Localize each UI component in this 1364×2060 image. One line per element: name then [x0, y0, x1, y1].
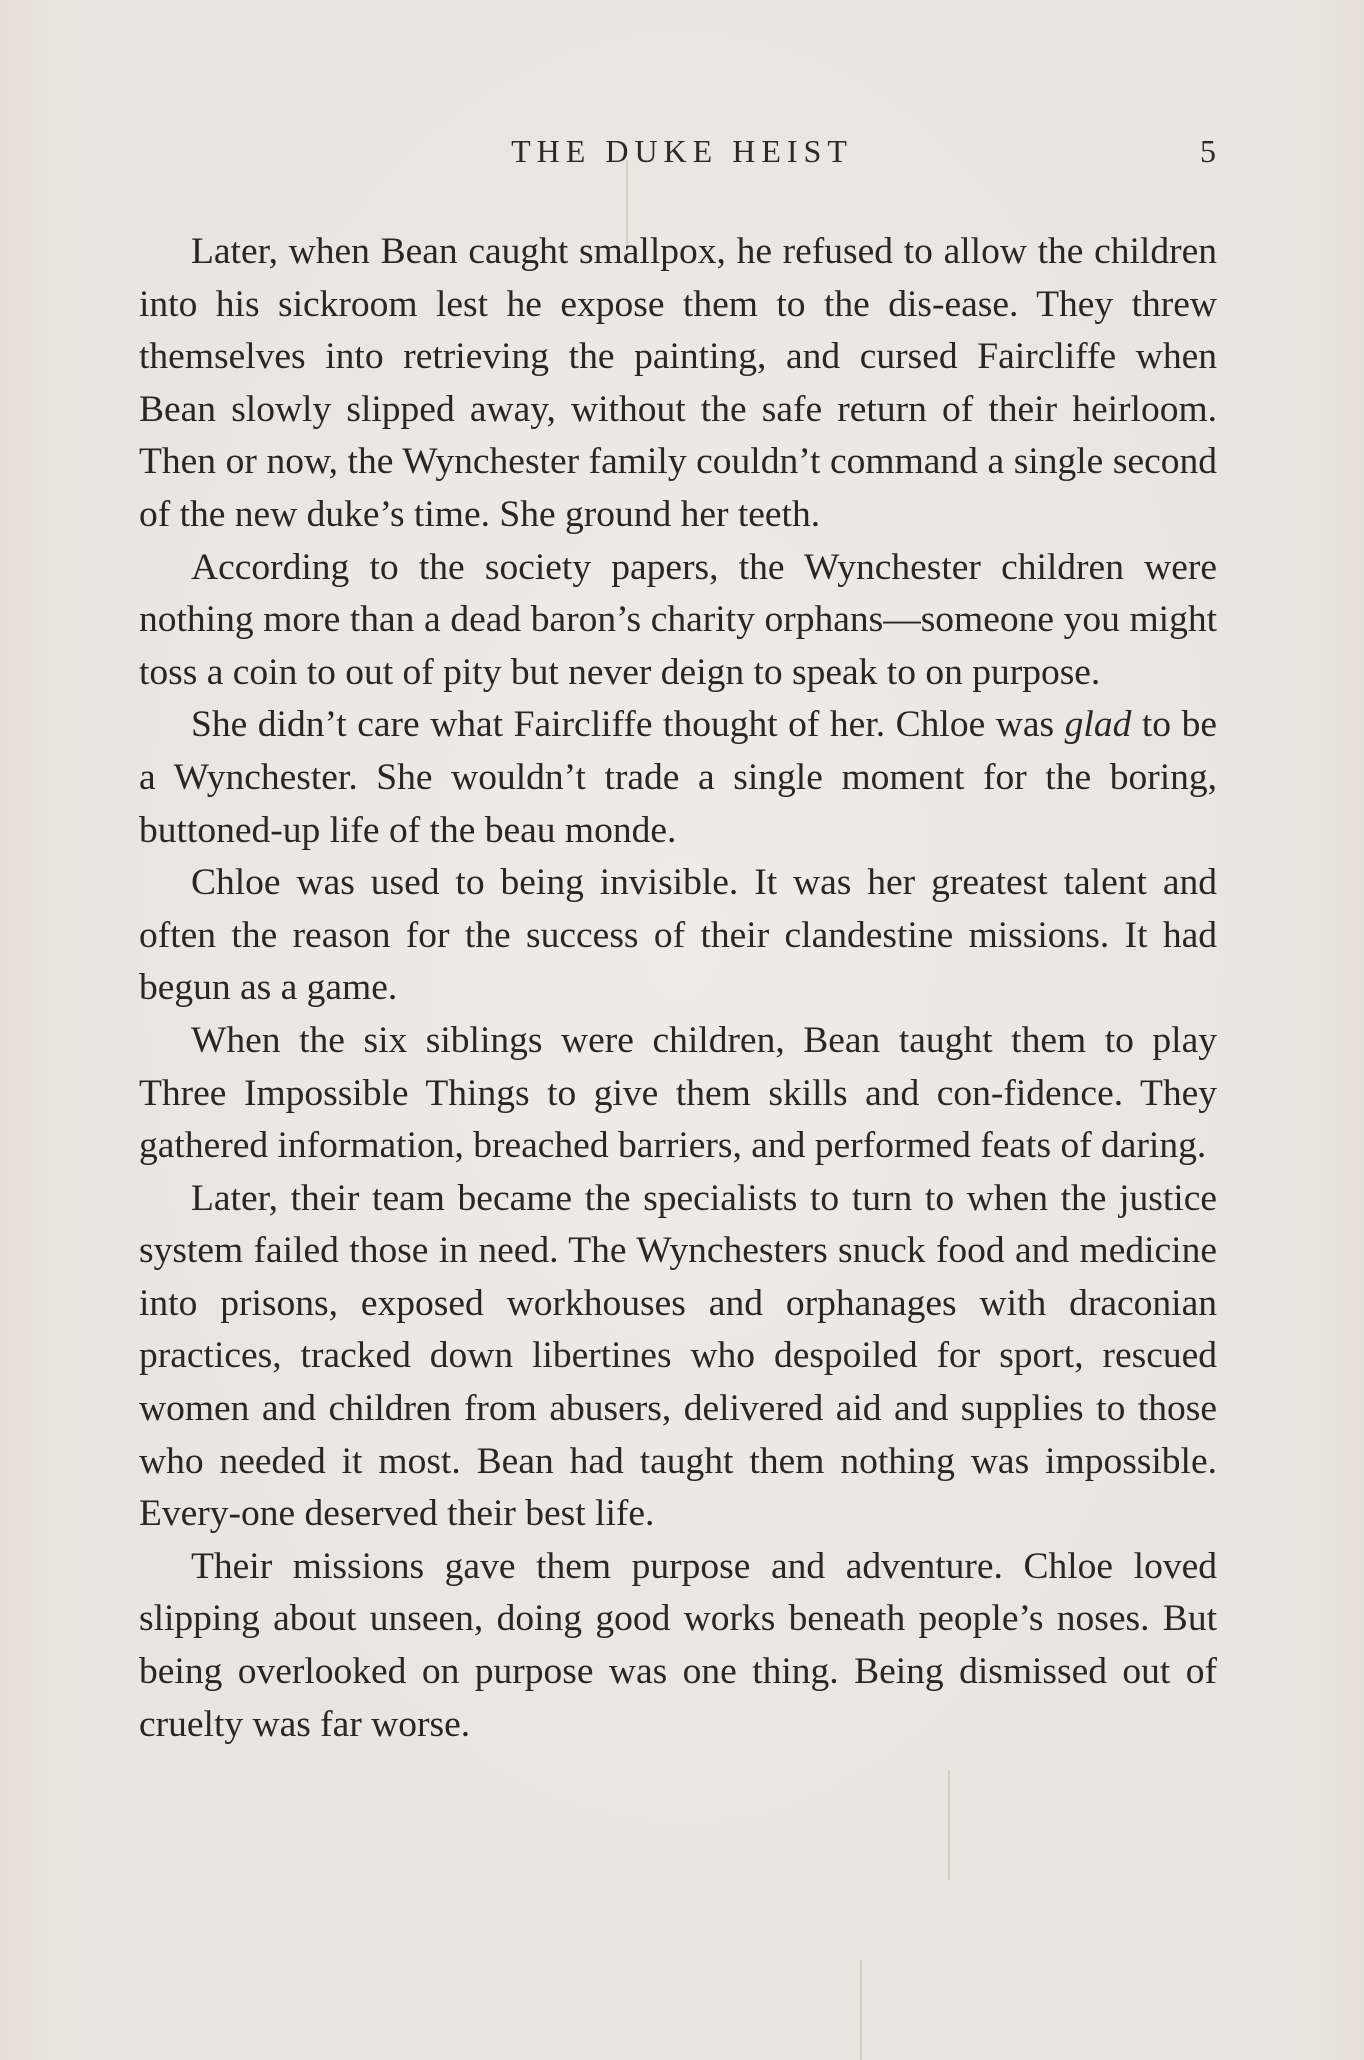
- paragraph: Later, when Bean caught smallpox, he refused to allow the children into his sickroom lest he expose them to the dis-ease. They threw themselves into retrieving the painting, and cursed Faircliffe when Bean slowly slipped away, without the safe return of their heirloom. Then or now, the Wynchester family couldn’t command a single second of the new duke’s time. She ground her teeth.: [139, 231, 1217, 535]
- paragraph: Later, their team became the specialists to turn to when the justice system failed those in need. The Wynchesters snuck food and medicine into prisons, exposed workhouses and orphanages with draconian practices, tracked down libertines who despoiled for sport, rescued women and children from abusers, delivered aid and supplies to those who needed it most. Bean had taught them nothing was impossible. Every-one deserved their best life.: [139, 1177, 1217, 1535]
- book-title: THE DUKE HEIST: [511, 133, 853, 169]
- paragraph-text: to be a Wynchester. She wouldn’t trade a single moment for the boring, buttoned-up life of the beau monde.: [139, 704, 1217, 851]
- page-crease-mark: [948, 1770, 950, 1880]
- body-text: [139, 226, 1217, 1751]
- running-head: [0, 126, 1364, 176]
- paragraph: [139, 699, 1217, 857]
- emphasized-word: glad: [1064, 704, 1132, 746]
- paragraph: When the six siblings were children, Bean taught them to play Three Impossible Things to give them skills and con-fidence. They gathered information, breached barriers, and performed feats of daring.: [139, 1019, 1217, 1167]
- paragraph-text: She didn’t care what Faircliffe thought of her. Chloe was: [191, 704, 1065, 746]
- paragraph: Chloe was used to being invisible. It was her greatest talent and often the reason for the success of their clandestine missions. It had begun as a game.: [139, 862, 1217, 1009]
- paragraph: Their missions gave them purpose and adventure. Chloe loved slipping about unseen, doing good works beneath people’s noses. But being overlooked on purpose was one thing. Being dismissed out of cruelty was far worse.: [139, 1545, 1217, 1745]
- paragraph: According to the society papers, the Wynchester children were nothing more than a dead baron’s charity orphans—someone you might toss a coin to out of pity but never deign to speak to on purpose.: [139, 546, 1217, 693]
- page-crease-mark: [860, 1960, 862, 2060]
- page-number: 5: [1200, 133, 1216, 169]
